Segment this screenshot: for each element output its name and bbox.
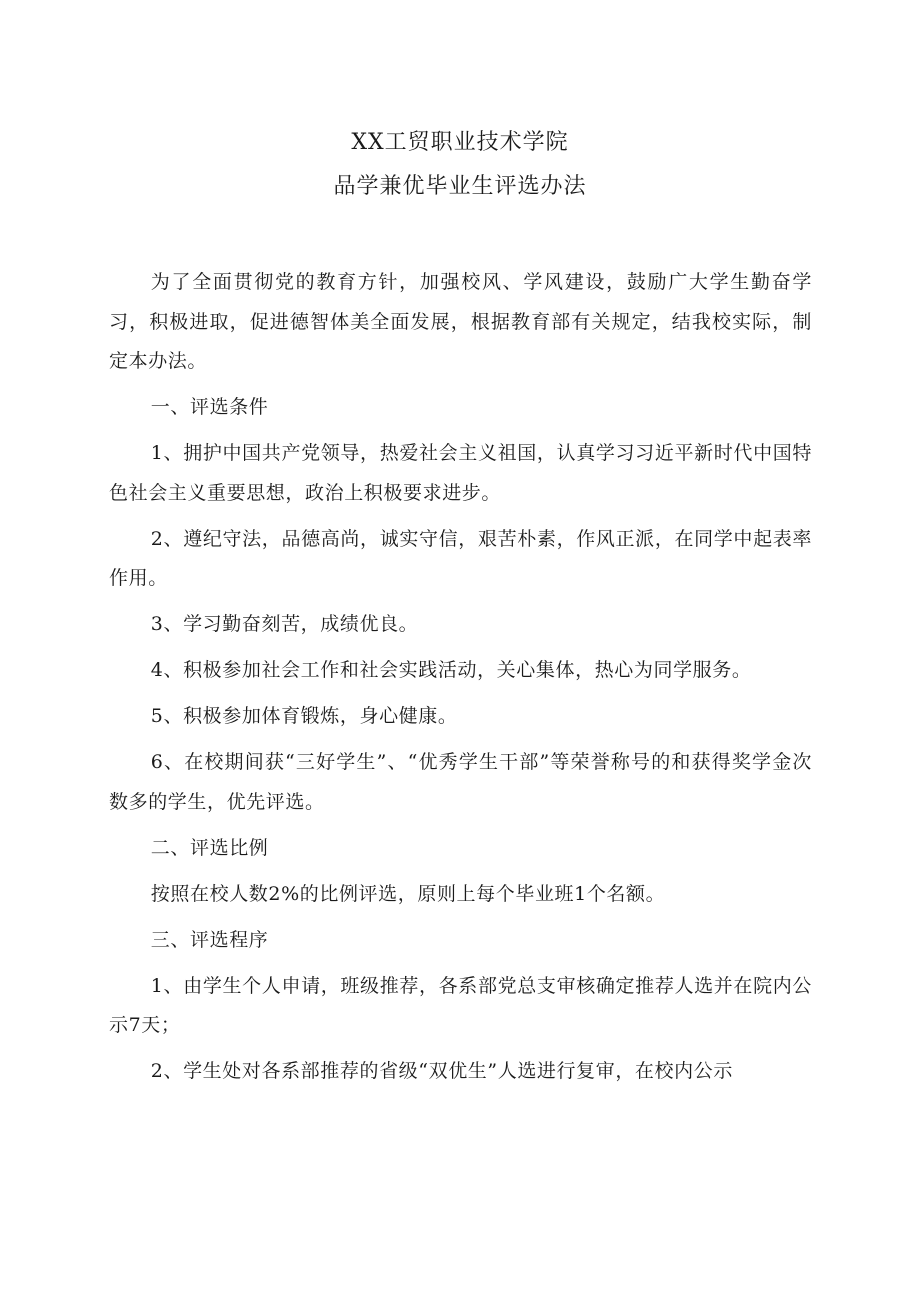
section-heading-procedure: 三、评选程序: [150, 928, 269, 951]
criteria-item-1: 1、拥护中国共产党领导，热爱社会主义祖国，认真学习习近平新时代中国特色社会主义重要思想，政治上积极要求进步。: [109, 442, 812, 504]
procedure-item-1: 1、由学生个人申请，班级推荐，各系部党总支审核确定推荐人选并在院内公示7天；: [109, 974, 812, 1036]
section-heading-criteria: 一、评选条件: [150, 396, 269, 418]
intro-paragraph: 为了全面贯彻党的教育方针，加强校风、学风建设，鼓励广大学生勤奋学习，积极进取，促进德智体美全面发展，根据教育部有关规定，结我校实际，制定本办法。: [109, 271, 812, 372]
criteria-item-4: 4、积极参加社会工作和社会实践活动，关心集体，热心为同学服务。: [150, 659, 752, 681]
criteria-item-3: 3、学习勤奋刻苦，成绩优良。: [150, 613, 419, 635]
ratio-paragraph: 按照在校人数2%的比例评选，原则上每个毕业班1个名额。: [150, 882, 666, 905]
criteria-item-2: 2、遵纪守法，品德高尚，诚实守信，艰苦朴素，作风正派，在同学中起表率作用。: [109, 527, 812, 589]
document-title-school: XX工贸职业技术学院: [351, 130, 569, 155]
criteria-item-6: 6、在校期间获“三好学生”、“优秀学生干部”等荣誉称号的和获得奖学金次数多的学生，优先评选。: [109, 751, 812, 813]
criteria-item-5: 5、积极参加体育锻炼，身心健康。: [150, 705, 458, 727]
section-heading-ratio: 二、评选比例: [150, 836, 269, 859]
document-title-subject: 品学兼优毕业生评选办法: [333, 174, 587, 199]
document-body: [109, 263, 812, 1098]
procedure-item-2: 2、学生处对各系部推荐的省级“双优生”人选进行复审，在校内公示: [150, 1060, 733, 1082]
